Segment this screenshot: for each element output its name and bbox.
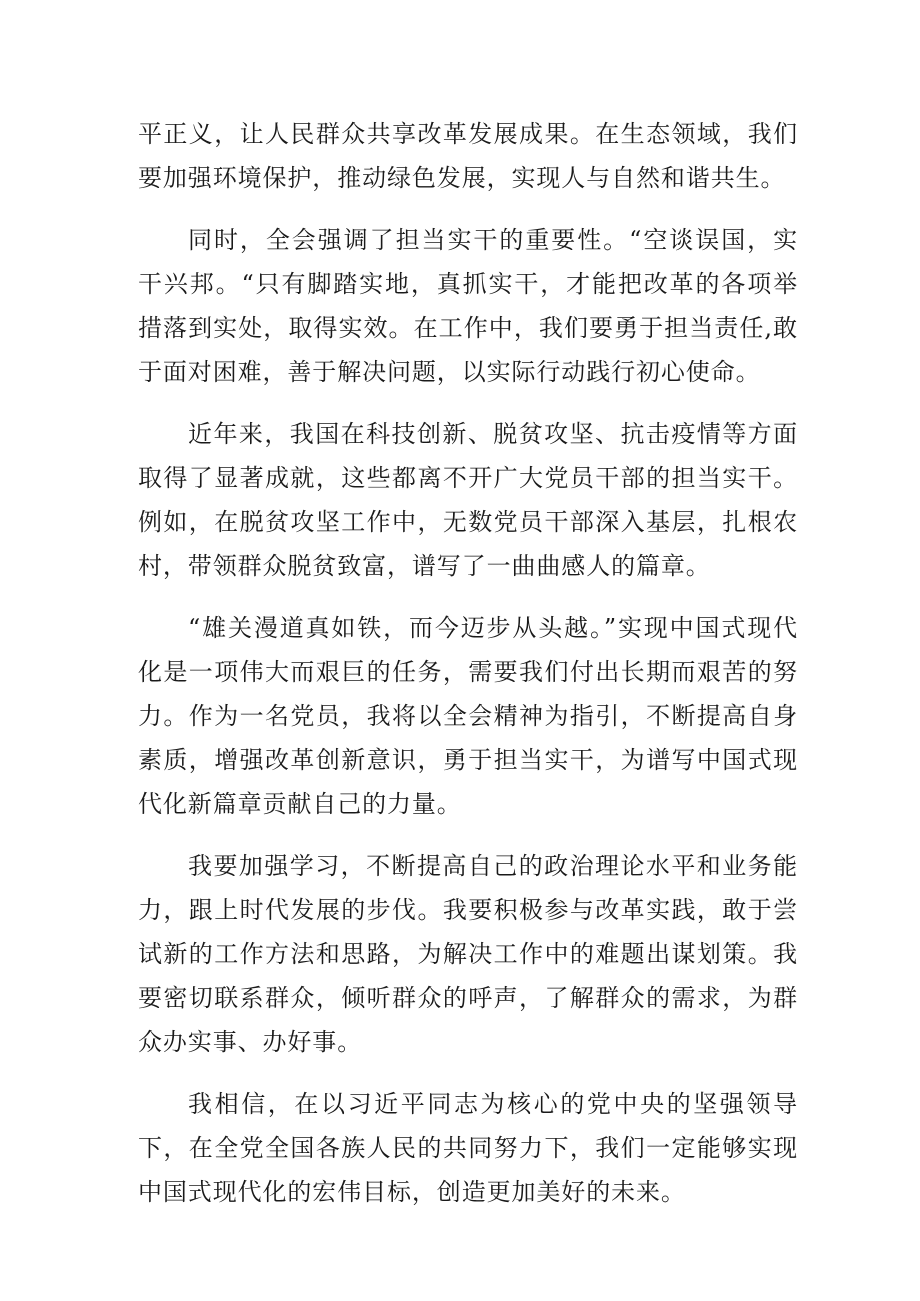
paragraph-continued: 平正义，让人民群众共享改革发展成果。在生态领域，我们要加强环境保护，推动绿色发展，实现人与自然和谐共生。 (138, 120, 798, 192)
paragraph-modernization: “雄关漫道真如铁，而今迈步从头越。”实现中国式现代化是一项伟大而艰巨的任务，需要我们付出长期而艰苦的努力。作为一名党员，我将以全会精神为指引，不断提高自身素质，增强改革创新意识，勇于担当实干，为谱写中国式现代化新篇章贡献自己的力量。 (138, 614, 798, 818)
paragraph-conclusion: 我相信，在以习近平同志为核心的党中央的坚强领导下，在全党全国各族人民的共同努力下，我们一定能够实现中国式现代化的宏伟目标，创造更加美好的未来。 (138, 1090, 798, 1206)
paragraph-achievements: 近年来，我国在科技创新、脱贫攻坚、抗击疫情等方面取得了显著成就，这些都离不开广大党员干部的担当实干。例如，在脱贫攻坚工作中，无数党员干部深入基层，扎根农村，带领群众脱贫致富，谱写了一曲曲感人的篇章。 (138, 420, 798, 580)
paragraph-study: 我要加强学习，不断提高自己的政治理论水平和业务能力，跟上时代发展的步伐。我要积极参与改革实践，敢于尝试新的工作方法和思路，为解决工作中的难题出谋划策。我要密切联系群众，倾听群众的呼声，了解群众的需求，为群众办实事、办好事。 (138, 852, 798, 1056)
paragraph-commitment: 同时，全会强调了担当实干的重要性。“空谈误国，实干兴邦。“只有脚踏实地，真抓实干，才能把改革的各项举措落到实处，取得实效。在工作中，我们要勇于担当责任,敢于面对困难，善于解决问题，以实际行动践行初心使命。 (138, 226, 798, 386)
document-body (138, 112, 798, 1232)
